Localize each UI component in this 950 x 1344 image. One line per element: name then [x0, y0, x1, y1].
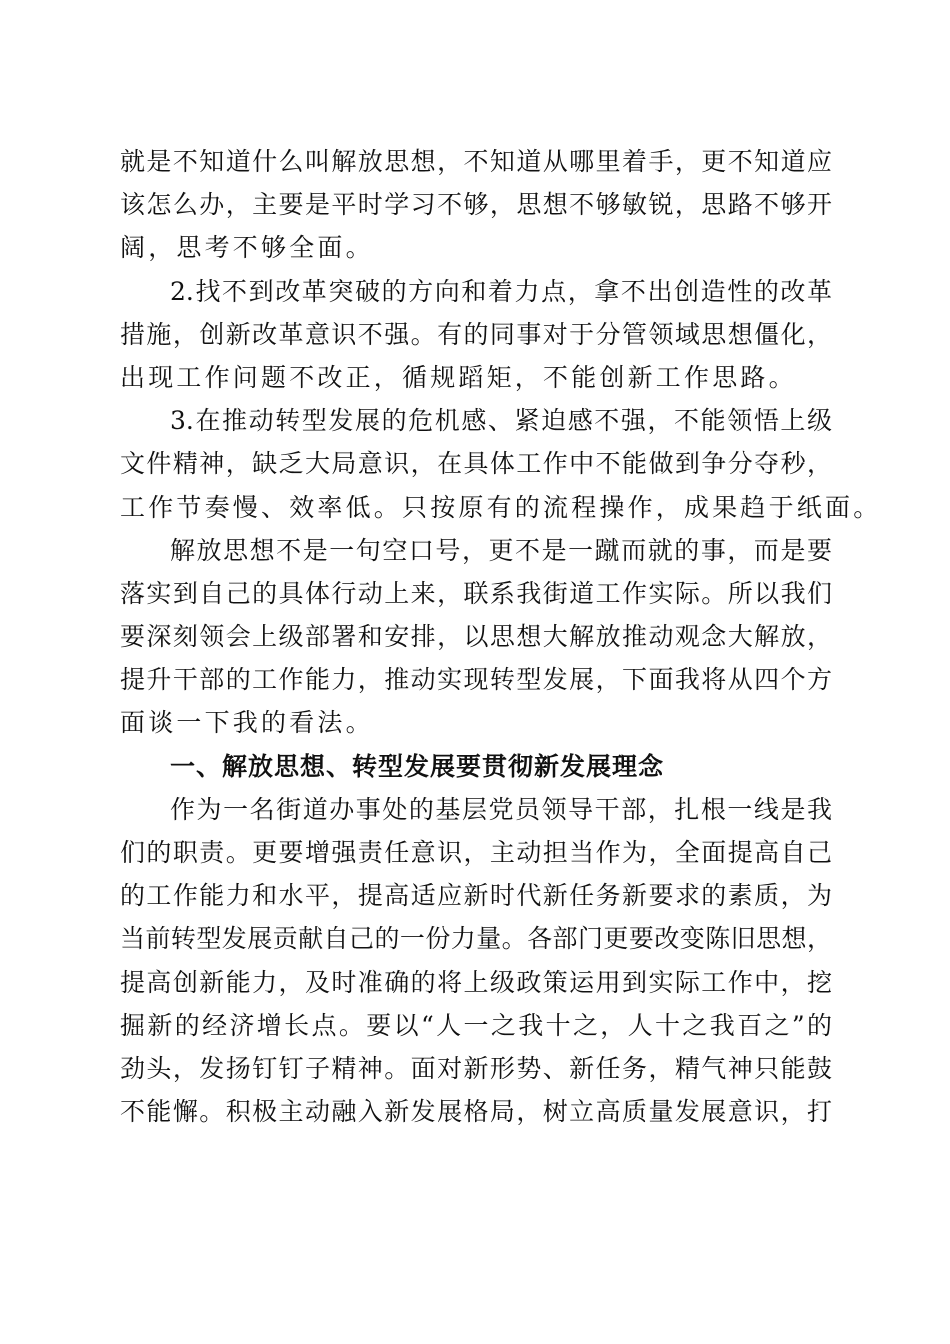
text-line: 们的职责。更要增强责任意识，主动担当作为，全面提高自己	[120, 838, 832, 867]
text-line: 的工作能力和水平，提高适应新时代新任务新要求的素质，为	[120, 881, 832, 911]
text-line: 面谈一下我的看法。	[120, 708, 374, 738]
text-line: 提高创新能力，及时准确的将上级政策运用到实际工作中，挖	[120, 967, 832, 997]
text-line: 工作节奏慢、效率低。只按原有的流程操作，成果趋于纸面。	[120, 492, 882, 522]
text-line: 劲头，发扬钉钉子精神。面对新形势、新任务，精气神只能鼓	[120, 1053, 832, 1083]
text-line: 不能懈。积极主动融入新发展格局，树立高质量发展意识，打	[120, 1097, 832, 1127]
text-line: 当前转型发展贡献自己的一份力量。各部门更要改变陈旧思想，	[120, 924, 832, 954]
text-line: 出现工作问题不改正，循规蹈矩，不能创新工作思路。	[120, 362, 797, 392]
text-line: 文件精神，缺乏大局意识，在具体工作中不能做到争分夺秒，	[120, 449, 832, 479]
text-line: 要深刻领会上级部署和安排，以思想大解放推动观念大解放，	[120, 622, 832, 652]
text-line: 措施，创新改革意识不强。有的同事对于分管领域思想僵化，	[120, 319, 832, 349]
list-item-2-start: 2.找不到改革突破的方向和着力点，拿不出创造性的改革	[170, 276, 832, 306]
text-line: 就是不知道什么叫解放思想，不知道从哪里着手，更不知道应	[120, 147, 832, 176]
text-line: 掘新的经济增长点。要以“人一之我十之，人十之我百之”的	[120, 1010, 832, 1040]
section-heading: 一、解放思想、转型发展要贯彻新发展理念	[170, 751, 665, 781]
text-line: 落实到自己的具体行动上来，联系我街道工作实际。所以我们	[120, 578, 832, 608]
list-item-3-start: 3.在推动转型发展的危机感、紧迫感不强，不能领悟上级	[170, 406, 832, 436]
document-body	[120, 140, 882, 1133]
paragraph-start: 解放思想不是一句空口号，更不是一蹴而就的事，而是要	[170, 535, 832, 565]
text-line: 提升干部的工作能力，推动实现转型发展，下面我将从四个方	[120, 665, 832, 695]
text-line: 该怎么办，主要是平时学习不够，思想不够敏锐，思路不够开	[120, 190, 832, 220]
text-line: 阔，思考不够全面。	[120, 233, 374, 263]
paragraph-start: 作为一名街道办事处的基层党员领导干部，扎根一线是我	[170, 794, 832, 824]
